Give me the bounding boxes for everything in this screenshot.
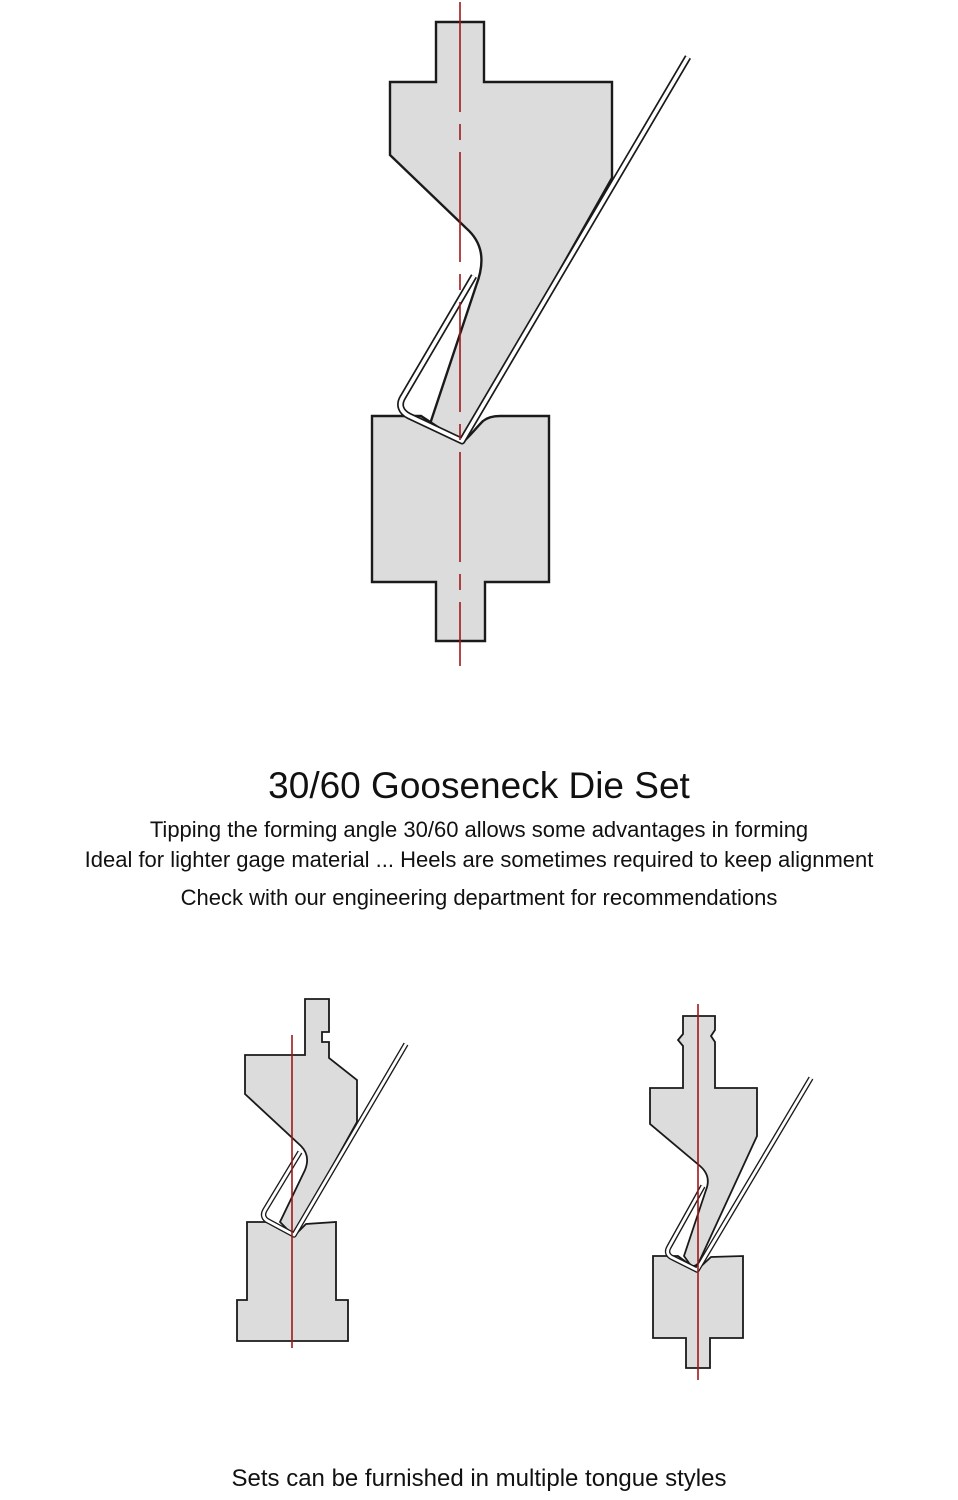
left-variant-die <box>237 1222 348 1341</box>
description-line-2: Ideal for lighter gage material ... Heels are sometimes required to keep alignment <box>84 847 874 872</box>
description-line-3: Check with our engineering department for recommendations <box>180 885 778 910</box>
right-variant-diagram <box>650 1004 811 1380</box>
description-line-1: Tipping the forming angle 30/60 allows some advantages in forming <box>149 817 809 842</box>
left-variant-sheet-metal <box>264 1044 406 1235</box>
right-variant-punch <box>650 1016 757 1266</box>
left-variant-diagram <box>237 999 406 1348</box>
caption: Sets can be furnished in multiple tongue styles <box>231 1465 727 1492</box>
left-variant-punch <box>245 999 357 1232</box>
right-variant-sheet-metal <box>668 1078 811 1270</box>
right-variant-die <box>653 1256 743 1368</box>
page-title: 30/60 Gooseneck Die Set <box>268 765 690 806</box>
